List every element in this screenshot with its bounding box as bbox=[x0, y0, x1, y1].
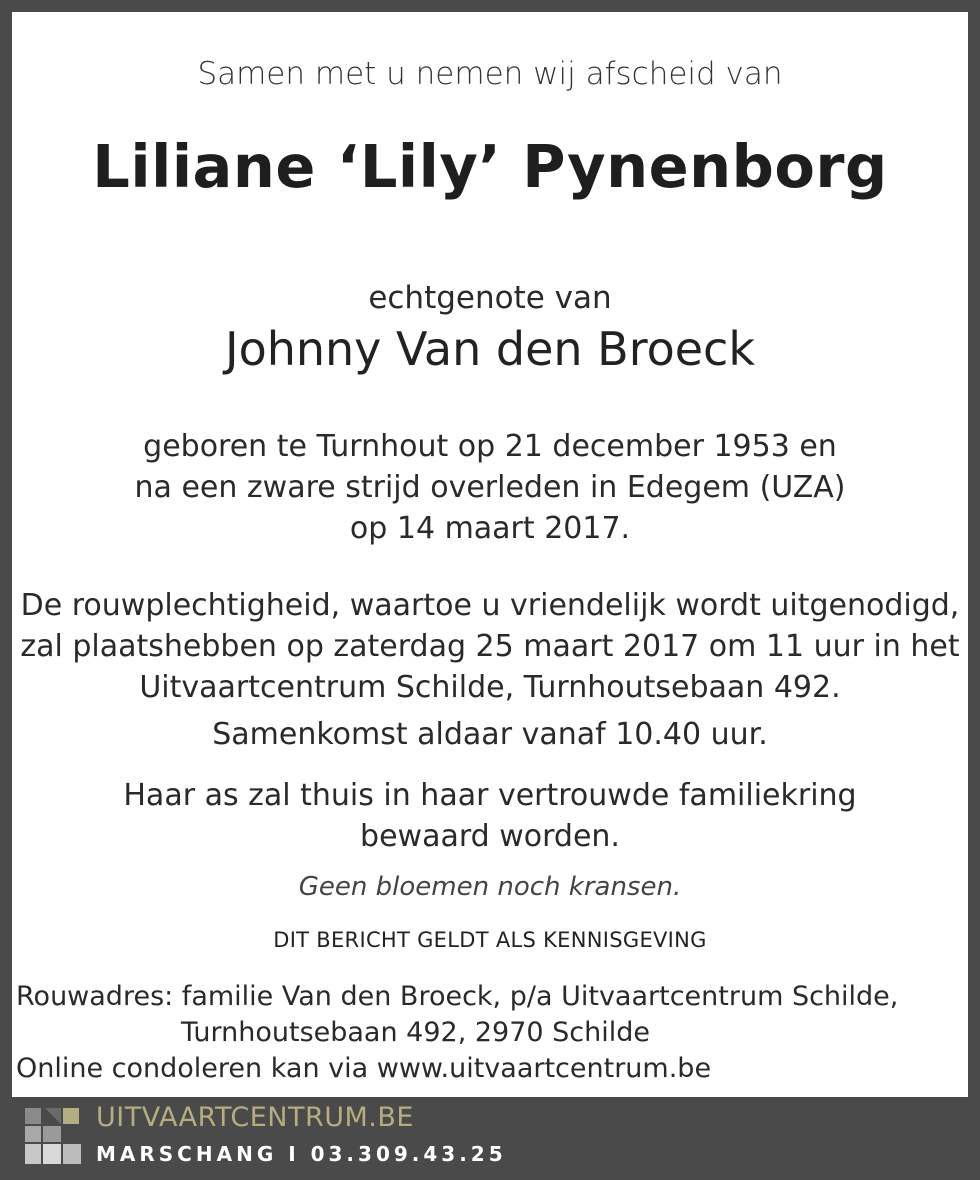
flowers-note: Geen bloemen noch kransen. bbox=[298, 872, 682, 902]
official-notice: DIT BERICHT GELDT ALS KENNISGEVING bbox=[273, 928, 707, 952]
mourning-address bbox=[16, 979, 898, 1087]
spouse-label: echtgenote van bbox=[368, 280, 612, 316]
ceremony-line: zal plaatshebben op zaterdag 25 maart 2017 om 11 uur in het bbox=[20, 629, 960, 664]
ashes-line: Haar as zal thuis in haar vertrouwde familiekring bbox=[123, 778, 857, 813]
address-line: Rouwadres: familie Van den Broeck, p/a Uitvaartcentrum Schilde, bbox=[16, 981, 899, 1012]
deceased-name: Liliane ‘Lily’ Pynenborg bbox=[92, 132, 888, 201]
death-notice bbox=[12, 12, 968, 1097]
spouse-name: Johnny Van den Broeck bbox=[225, 322, 755, 376]
bio-line: op 14 maart 2017. bbox=[349, 511, 631, 546]
bio-paragraph bbox=[12, 426, 968, 549]
contact-line: MARSCHANG I 03.309.43.25 bbox=[96, 1142, 507, 1166]
ceremony-line: Uitvaartcentrum Schilde, Turnhoutsebaan 492. bbox=[139, 670, 841, 705]
uitvaartcentrum-logo-icon bbox=[25, 1108, 81, 1164]
footer-bar bbox=[0, 1098, 980, 1180]
address-line: Turnhoutsebaan 492, 2970 Schilde bbox=[181, 1017, 651, 1048]
ceremony-paragraph bbox=[12, 585, 968, 708]
bio-line: geboren te Turnhout op 21 december 1953 en bbox=[143, 429, 837, 464]
ceremony-line: De rouwplechtigheid, waartoe u vriendelijk wordt uitgenodigd, bbox=[20, 588, 960, 623]
ashes-line: bewaard worden. bbox=[360, 819, 620, 854]
condolence-line: Online condoleren kan via www.uitvaartcentrum.be bbox=[16, 1053, 712, 1084]
brand-name: UITVAARTCENTRUM.BE bbox=[96, 1102, 414, 1133]
intro-line: Samen met u nemen wij afscheid van bbox=[197, 56, 783, 92]
ashes-paragraph bbox=[12, 775, 968, 857]
bio-line: na een zware strijd overleden in Edegem (UZA) bbox=[134, 470, 846, 505]
gathering-line: Samenkomst aldaar vanaf 10.40 uur. bbox=[212, 717, 768, 752]
